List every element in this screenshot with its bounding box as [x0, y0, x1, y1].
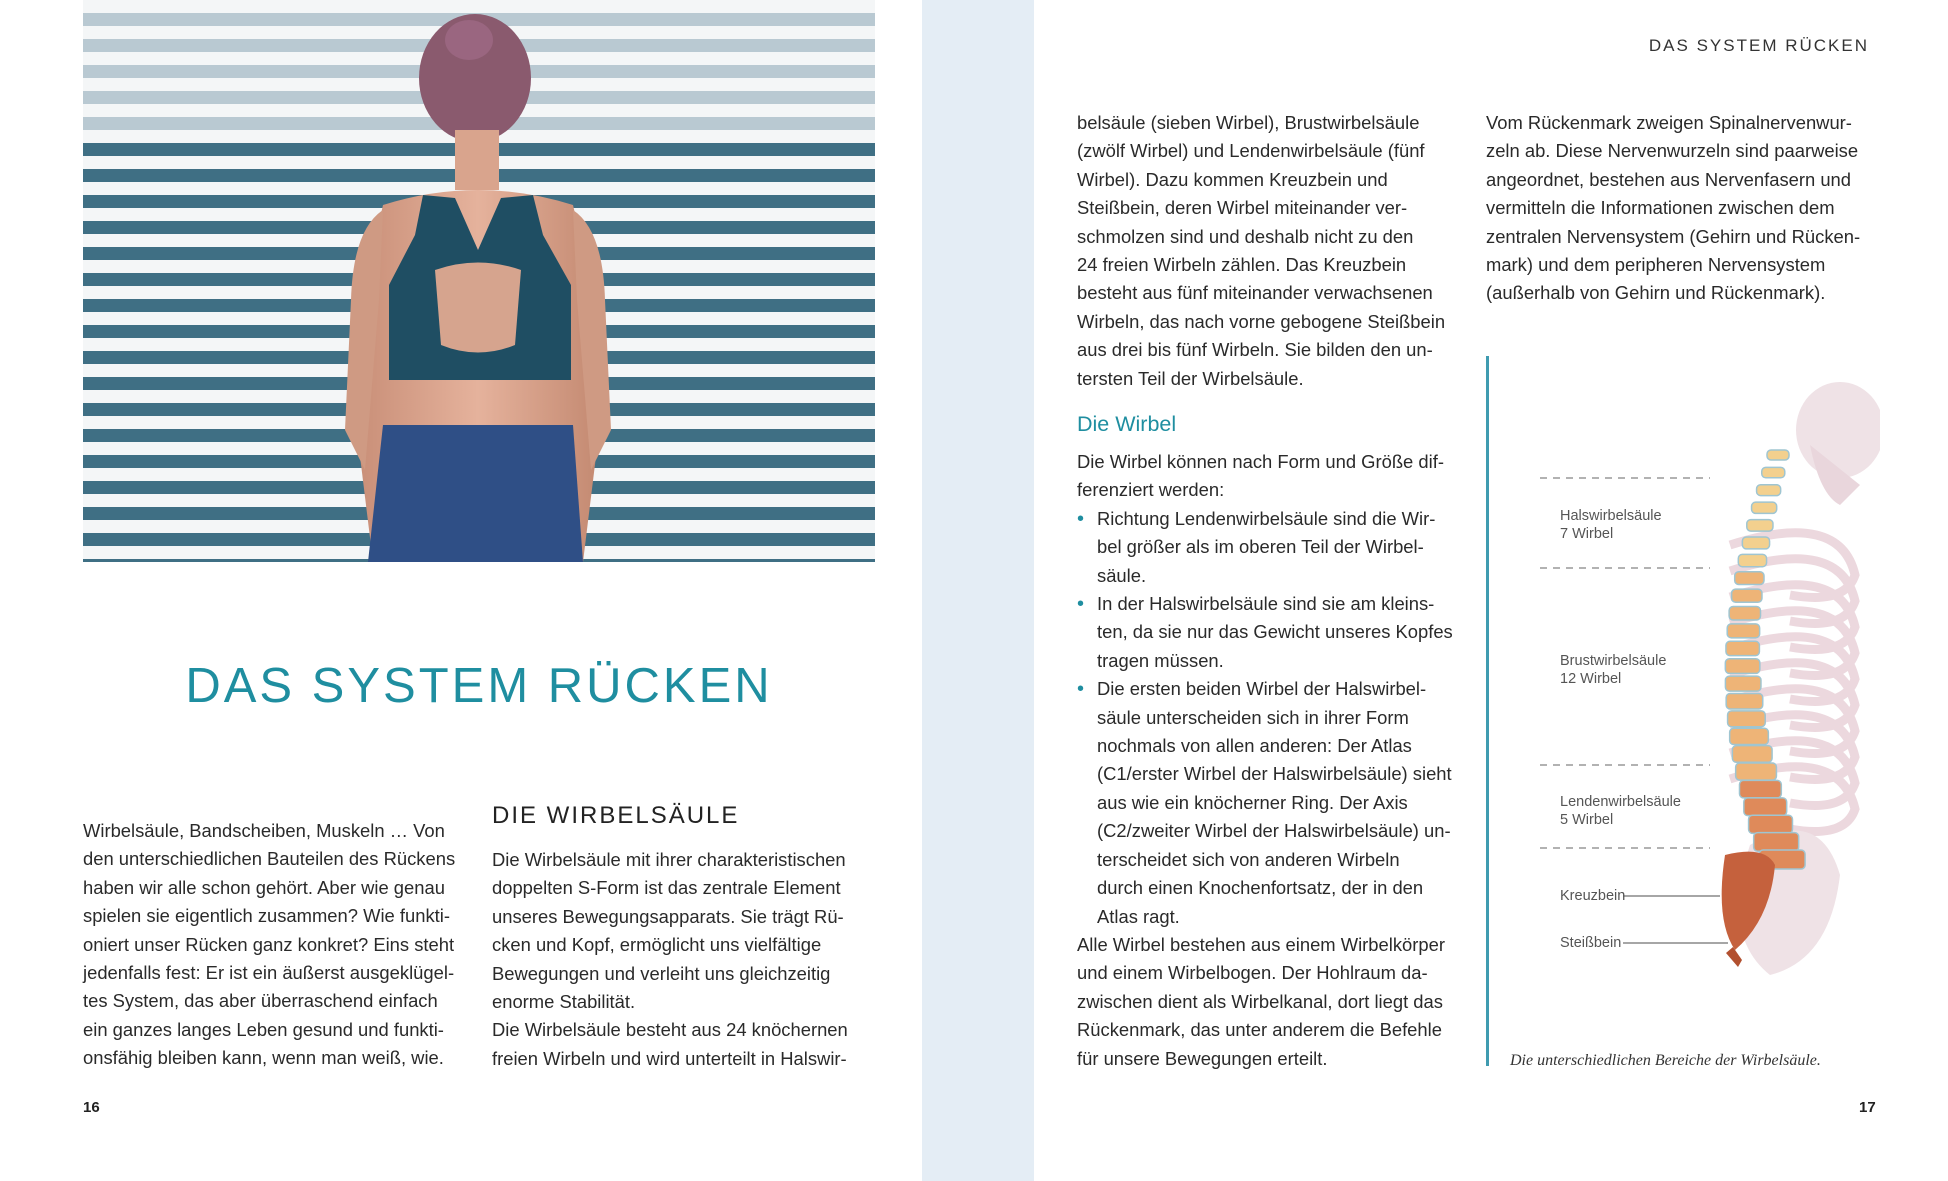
chapter-title: DAS SYSTEM RÜCKEN [185, 659, 773, 713]
label-kreuzbein: Kreuzbein [1560, 888, 1626, 904]
section-paragraph: Die Wirbelsäule mit ihrer charakteristischen doppelten S-Form ist das zentrale Element unseres Bewegungsapparats. Sie trägt Rü- cken und Kopf, ermöglicht uns vielfältige Bewegungen und verleiht uns gleichzeitig enorme Stabilität. Die Wirbelsäule besteht aus 24 knöchernen freien Wirbeln und wird unterteilt in Halswir- [492, 849, 848, 1069]
nerve-paragraph: Vom Rückenmark zweigen Spinalnervenwur- zeln ab. Diese Nervenwurzeln sind paarweise angeordnet, bestehen aus Nervenfasern und vermitteln die Informationen zwischen dem zentralen Nervensystem (Gehirn und Rücken- mark) und dem peripheren Nervensystem (außerhalb von Gehirn und Rückenmark). [1486, 112, 1861, 304]
list-item: • In der Halswirbelsäule sind sie am kleins- ten, da sie nur das Gewicht unseres Kopfes tragen müssen. [1077, 590, 1472, 675]
figure-rule [1486, 356, 1489, 1066]
running-head: DAS SYSTEM RÜCKEN [1648, 36, 1869, 55]
page-gutter [922, 0, 1034, 1181]
wirbel-section: Die Wirbel können nach Form und Größe dif- ferenziert werden: • Richtung Lendenwirbelsäule sind die Wir- bel größer als im oberen Teil der Wirbel- säule. • In der Halswirbelsäule sind sie am kleins- ten, da sie nur das Gewicht unseres Kopfes tragen müssen. • Die ersten beiden Wirbel der Halswirbel- säule unterscheiden sich in ihrer Form nochmals von allen anderen: Der Atlas (C1/erster Wirbel der Halswirbelsäule) sieht aus wie ein knöcherner Ring. Der Axis (C2/zweiter Wirbel der Halswirbelsäule) un- terscheidet sich von anderen Wirbeln durch einen Knochenfortsatz, der in den Atlas ragt. Alle Wirbel bestehen aus einem Wirbelkörper und einem Wirbelbogen. Der Hohlraum da- zwischen dient als Wirbelkanal, dort liegt das Rückenmark, das unter anderem die Befehle für unsere Bewegungen erteilt. [1077, 448, 1472, 1073]
page-number-left: 16 [83, 1099, 100, 1116]
section-heading: DIE WIRBELSÄULE [492, 802, 740, 829]
woman-back-photo [83, 0, 875, 562]
list-item: • Richtung Lendenwirbelsäule sind die Wir- bel größer als im oberen Teil der Wirbel- säule. [1077, 505, 1472, 590]
label-steissbein: Steißbein [1560, 935, 1622, 951]
continued-paragraph: belsäule (sieben Wirbel), Brustwirbelsäule (zwölf Wirbel) und Lendenwirbelsäule (fünf Wirbel). Dazu kommen Kreuzbein und Steißbein, deren Wirbel miteinander ver- schmolzen sind und deshalb nicht zu den 24 freien Wirbeln zählen. Das Kreuzbein besteht aus fünf miteinander verwachsenen Wirbeln, das nach vorne gebogene Steißbein aus drei bis fünf Wirbeln. Sie bilden den un- tersten Teil der Wirbelsäule. [1077, 112, 1446, 389]
label-lendenwirbelsaeule: Lendenwirbelsäule 5 Wirbel [1560, 794, 1681, 828]
label-halswirbelsaeule: Halswirbelsäule 7 Wirbel [1560, 508, 1662, 542]
bullet-list [1077, 505, 1472, 931]
list-item: • Die ersten beiden Wirbel der Halswirbel- säule unterscheiden sich in ihrer Form nochmals von allen anderen: Der Atlas (C1/erster Wirbel der Halswirbelsäule) sieht aus wie ein knöcherner Ring. Der Axis (C2/zweiter Wirbel der Halswirbelsäule) un- terscheidet sich von anderen Wirbeln durch einen Knochenfortsatz, der in den Atlas ragt. [1077, 675, 1472, 931]
page-number-right: 17 [1859, 1099, 1876, 1116]
intro-paragraph: Wirbelsäule, Bandscheiben, Muskeln … Von den unterschiedlichen Bauteilen des Rückens haben wir alle schon gehört. Aber wie genau spielen sie eigentlich zusammen? Wie funkti- oniert unser Rücken ganz konkret? Eins steht jedenfalls fest: Er ist ein äußerst ausgeklügel- tes System, das aber überraschend einfach ein ganzes langes Leben gesund und funkti- onsfähig bleiben kann, wenn man weiß, wie. [83, 820, 456, 1069]
label-brustwirbelsaeule: Brustwirbelsäule 12 Wirbel [1560, 653, 1667, 687]
subheading-wirbel: Die Wirbel [1077, 412, 1177, 436]
figure-caption: Die unterschiedlichen Bereiche der Wirbelsäule. [1510, 1052, 1821, 1069]
